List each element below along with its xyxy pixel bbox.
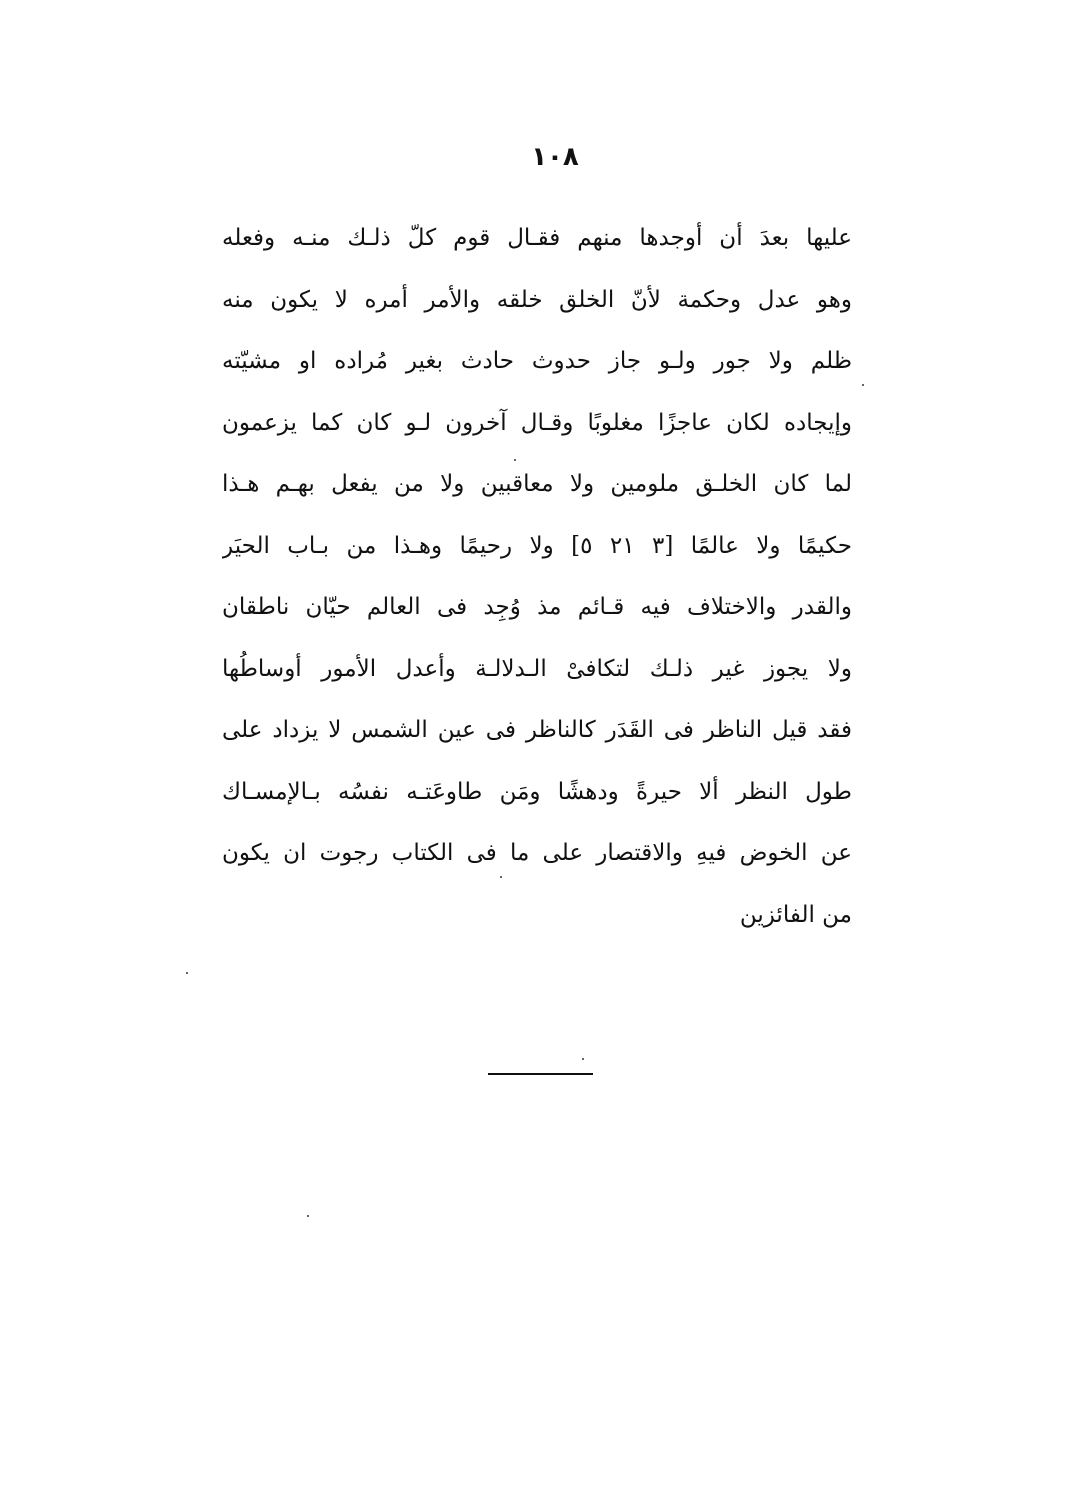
scan-speck: [186, 972, 188, 974]
text-line-1: عليها بعدَ أن أوجدها منهم فقـال قوم كلّ ذلـك منـه وفعله: [222, 225, 852, 251]
text-line-10: طول النظر ألا حيرةً ودهشًا ومَن طاوعَتـه نفسُه بـالإمسـاك: [222, 778, 852, 805]
text-line-8: ولا يجوز غير ذلـك لتكافىْ الـدلالـة وأعدل الأمور أوساطُها: [222, 655, 852, 682]
text-line-12: من الفائزين: [739, 901, 852, 928]
scan-speck: [514, 459, 516, 461]
text-line-2: وهو عدل وحكمة لأنّ الخلق خلقه والأمر أمره لا يكون منه: [222, 286, 852, 313]
text-line-11: عن الخوض فيهِ والاقتصار على ما فى الكتاب رجوت ان يكون: [222, 840, 852, 866]
scan-speck: [862, 384, 864, 386]
section-end-rule: [488, 1073, 593, 1075]
text-line-6: حكيمًا ولا عالمًا [‏٣ ٢١ ٥] ولا رحيمًا وهـذا من بـاب الحيَر: [222, 532, 852, 559]
text-line-7: والقدر والاختلاف فيه قـائم مذ وُجِد فى العالم حيّان ناطقان: [222, 594, 852, 620]
scan-speck: [500, 876, 502, 878]
scan-speck: [307, 1215, 309, 1217]
scan-speck: [582, 1058, 584, 1060]
text-line-5: لما كان الخلـق ملومين ولا معاقبين ولا من يفعل بهـم هـذا: [222, 471, 852, 497]
text-line-3: ظلم ولا جور ولـو جاز حدوث حادث بغير مُراده او مشيّته: [222, 348, 852, 374]
text-block: [222, 208, 852, 946]
text-line-9: فقد قيل الناظر فى القَدَر كالناظر فى عين الشمس لا يزداد على: [222, 717, 852, 743]
page-number: ١٠٨: [531, 142, 579, 172]
text-line-4: وإيجاده لكان عاجزًا مغلوبًا وقـال آخرون لـو كان كما يزعمون: [222, 409, 852, 436]
